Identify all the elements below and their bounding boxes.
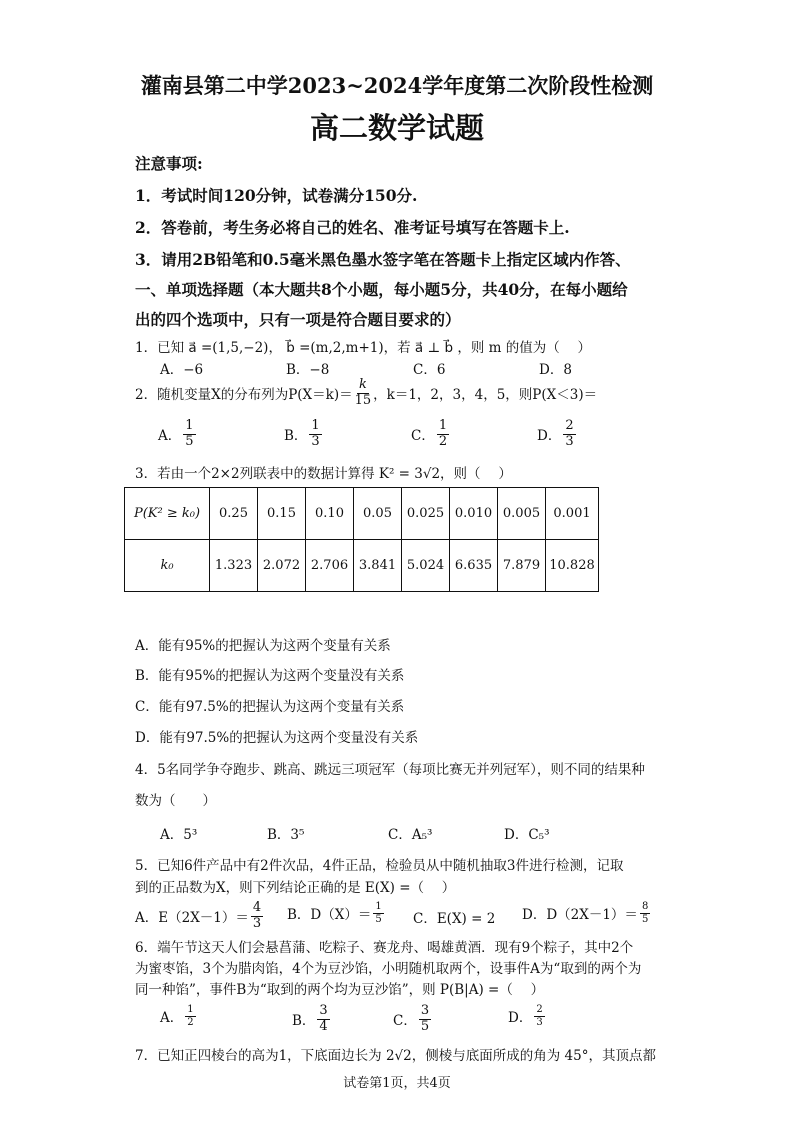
q6-option-c-num: 3 <box>420 1003 430 1018</box>
q5-option-d-den: 5 <box>641 913 649 925</box>
q3-option-c: C．能有97.5%的把握认为这两个变量有关系 <box>135 699 405 715</box>
q2-option-d-num: 2 <box>565 418 574 433</box>
q4-option-c: C．A₅³ <box>388 827 433 843</box>
page-footer: 试卷第1页，共4页 <box>343 1076 451 1091</box>
q4-option-d: D．C₅³ <box>504 827 550 843</box>
q3-stem: 3．若由一个2×2列联表中的数据计算得 K² = 3√2，则（ ） <box>135 466 512 482</box>
q6-option-c <box>393 1004 433 1035</box>
q2-option-a-label: A． <box>158 428 182 445</box>
q6-stem-line1: 6．端午节这天人们会悬菖蒲、吃粽子、赛龙舟、喝雄黄酒．现有9个粽子，其中2个 <box>135 940 634 956</box>
q5-option-d <box>522 901 652 925</box>
q5-option-a-label: A．E（2X－1）＝ <box>135 910 249 927</box>
q2-option-b-label: B． <box>284 428 308 445</box>
q6-option-b-num: 3 <box>319 1003 328 1018</box>
notes-heading: 注意事项: <box>135 154 203 173</box>
q2-option-a-den: 5 <box>185 433 194 449</box>
q7-stem: 7．已知正四棱台的高为1，下底面边长为 2√2，侧棱与底面所成的角为 45°，其顶点都 <box>135 1048 656 1064</box>
critical-value-table <box>124 487 599 592</box>
q6-option-a-label: A． <box>160 1010 184 1026</box>
q5-option-c: C．E(X) = 2 <box>413 911 496 927</box>
table-cell: 7.879 <box>498 540 546 592</box>
q5-option-d-num: 8 <box>641 901 649 912</box>
q3-option-d: D．能有97.5%的把握认为这两个变量没有关系 <box>135 730 419 746</box>
q2-option-d-den: 3 <box>565 433 574 449</box>
q6-option-a-num: 1 <box>187 1004 194 1015</box>
q2-fraction <box>355 378 372 409</box>
table-cell: 0.05 <box>354 488 402 540</box>
section1-line1: 一、单项选择题（本大题共8个小题，每小题5分，共40分，在每小题给 <box>135 280 628 299</box>
q5-option-b-num: 1 <box>375 901 382 912</box>
q5-option-b-den: 5 <box>375 913 382 925</box>
q5-stem-line2: 到的正品数为X，则下列结论正确的是 E(X) =（ ） <box>135 880 456 896</box>
table-cell: 0.010 <box>450 488 498 540</box>
table-cell: 0.005 <box>498 488 546 540</box>
q2-option-a <box>158 419 198 450</box>
q3-option-a: A．能有95%的把握认为这两个变量有关系 <box>135 638 391 654</box>
table-cell: 1.323 <box>210 540 258 592</box>
q2-frac-num: k <box>358 377 367 392</box>
note-3: 3．请用2B铅笔和0.5毫米黑色墨水签字笔在答题卡上指定区域内作答、 <box>135 250 631 269</box>
table-cell: 3.841 <box>354 540 402 592</box>
q6-option-d-label: D． <box>508 1010 533 1026</box>
q6-option-c-den: 5 <box>420 1018 430 1034</box>
q2-option-b <box>284 419 324 450</box>
q4-option-b: B．3⁵ <box>267 827 305 843</box>
q6-stem-line2: 为蜜枣馅，3个为腊肉馅，4个为豆沙馅，小明随机取两个，设事件A为“取到的两个为 <box>135 961 642 977</box>
q1-option-d: D．8 <box>539 362 572 378</box>
q2-frac-den: 15 <box>354 392 372 408</box>
q2-stem <box>135 378 597 409</box>
q1-option-b: B．−8 <box>286 362 330 378</box>
q3-option-b: B．能有95%的把握认为这两个变量没有关系 <box>135 668 405 684</box>
q5-option-a-num: 4 <box>252 900 262 915</box>
q6-stem-line3: 同一种馅”，事件B为“取到的两个均为豆沙馅”，则 P(B|A) =（ ） <box>135 982 545 998</box>
q2-option-c-num: 1 <box>438 418 448 433</box>
note-2: 2．答卷前，考生务必将自己的姓名、准考证号填写在答题卡上. <box>135 218 570 237</box>
q6-option-c-label: C． <box>393 1013 417 1030</box>
q5-option-b-label: B．D（X）＝ <box>287 907 372 923</box>
q5-option-a <box>135 901 265 932</box>
exam-school-title: 灌南县第二中学2023~2024学年度第二次阶段性检测 <box>140 73 654 98</box>
note-1: 1．考试时间120分钟，试卷满分150分. <box>135 186 418 205</box>
q2-option-d-label: D． <box>537 428 562 445</box>
q2-stem-pre: 2．随机变量X的分布列为P(X＝k)＝ <box>135 387 353 404</box>
table-cell: 5.024 <box>402 540 450 592</box>
q2-stem-post: ，k＝1，2，3，4，5，则P(X＜3)＝ <box>373 387 598 404</box>
q2-option-d <box>537 419 578 450</box>
q2-option-b-num: 1 <box>311 418 320 433</box>
q6-option-d <box>508 1004 547 1028</box>
q2-option-c-den: 2 <box>438 433 448 449</box>
q1-stem: 1．已知 a⃗ =(1,5,−2)， b⃗ =(m,2,m+1)，若 a⃗ ⊥ b⃗ ，则 m 的值为（ ） <box>135 340 592 356</box>
q6-option-b-den: 4 <box>319 1018 328 1034</box>
q6-option-d-num: 2 <box>536 1004 543 1015</box>
q6-option-a-den: 2 <box>187 1016 194 1028</box>
table-cell: 6.635 <box>450 540 498 592</box>
table-row2-header: k₀ <box>125 540 210 592</box>
q6-option-d-den: 3 <box>536 1016 543 1028</box>
table-cell: 0.025 <box>402 488 450 540</box>
q1-option-a: A．−6 <box>160 362 204 378</box>
q4-stem-line2: 数为（ ） <box>135 793 216 809</box>
table-cell: 0.10 <box>306 488 354 540</box>
table-row1-header: P(K² ≥ k₀) <box>125 488 210 540</box>
q5-option-a-den: 3 <box>252 915 262 931</box>
table-cell: 10.828 <box>546 540 599 592</box>
q2-option-c-label: C． <box>411 428 435 445</box>
exam-title: 高二数学试题 <box>309 111 484 145</box>
q6-option-b-label: B． <box>292 1013 316 1030</box>
q5-option-b <box>287 901 386 925</box>
table-cell: 0.25 <box>210 488 258 540</box>
q5-option-d-label: D．D（2X－1）＝ <box>522 907 638 923</box>
section1-line2: 出的四个选项中，只有一项是符合题目要求的） <box>135 310 461 329</box>
q1-option-c: C．6 <box>413 362 446 378</box>
q4-stem-line1: 4．5名同学争夺跑步、跳高、跳远三项冠军（每项比赛无并列冠军），则不同的结果种 <box>135 762 645 778</box>
q2-option-b-den: 3 <box>311 433 320 449</box>
q6-option-a <box>160 1004 198 1028</box>
q2-option-a-num: 1 <box>185 418 194 433</box>
q6-option-b <box>292 1004 332 1035</box>
table-cell: 0.001 <box>546 488 599 540</box>
table-cell: 2.706 <box>306 540 354 592</box>
q5-stem-line1: 5．已知6件产品中有2件次品，4件正品，检验员从中随机抽取3件进行检测，记取 <box>135 858 624 874</box>
table-cell: 2.072 <box>258 540 306 592</box>
q2-option-c <box>411 419 451 450</box>
q4-option-a: A．5³ <box>160 827 198 843</box>
table-cell: 0.15 <box>258 488 306 540</box>
